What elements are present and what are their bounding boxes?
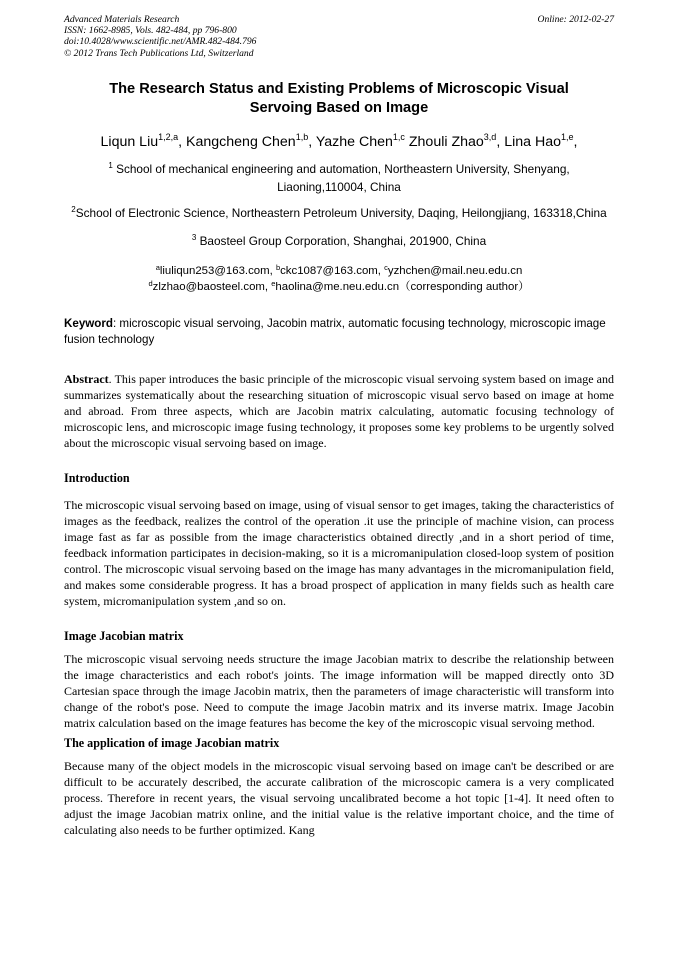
introduction-paragraph: The microscopic visual servoing based on image, using of visual sensor to get images, taking the characteristics of images as the feedback, realizes the control of the operation .it use the principle of machine vision, can process image fast as far as possible from the image characteristics obtained directly ,and in a short period of time, feedback information participates in decision-making, so it is a micromanipulation closed-loop system of position control. The microscopic visual servoing based on the image has many advantages in the micromanipulation field, and makes some considerable progress. It has a broad prospect of application in many fields such as health care system, micromanipulation system ,and so on. <box>64 497 614 608</box>
issn-line: ISSN: 1662-8985, Vols. 482-484, pp 796-800 <box>64 25 237 37</box>
author-list <box>64 133 614 151</box>
journal-name: Advanced Materials Research <box>64 14 180 25</box>
email-line-1: $^a$liuliqun253@163.com, $^b$ckc1087@163.com, $^c$yzhchen@mail.neu.edu.cn <box>155 262 523 277</box>
abstract-label: Abstract <box>64 371 109 386</box>
email-line-2: $^d$zlzhao@baosteel.com, $^e$haolina@me.neu.edu.cn（corresponding author） <box>148 278 530 293</box>
author-name: Yazhe Chen <box>315 133 393 150</box>
affiliation-number: 3 <box>191 232 197 242</box>
affiliation-3 <box>64 232 614 250</box>
author-separator: , <box>573 133 578 150</box>
author-sup: 1,b <box>295 131 309 142</box>
jacobian-paragraph: The microscopic visual servoing needs structure the image Jacobian matrix to describe the relationship between the image characteristics and each robot's joints. The image information will be mapped directly onto 3D Cartesian space through the image Jacobin matrix, then the parameters of image characteristic will transform into change of the robot's pose. Need to compute the image Jacobin matrix and its inverse matrix. Image Jacobin matrix calculation based on the image features has become the key of the microscopic visual servoing method. <box>64 651 614 730</box>
author-separator: , <box>308 133 316 150</box>
affiliation-text: Baosteel Group Corporation, Shanghai, 201900, China <box>199 233 487 248</box>
author-sup: 1,e <box>561 131 574 142</box>
author-name: Liqun Liu <box>100 133 159 150</box>
application-paragraph: Because many of the object models in the microscopic visual servoing based on image can't be described or are difficult to be accurately described, the accurate calibration of the microscopic camera is a very complicated process. Therefore in recent years, the visual servoing uncalibrated become a hot topic [1-4]. It need often to adjust the image Jacobian matrix online, and the initial value is the relative important choice, and the time of calculating also needs to be further optimized. Kang <box>64 758 614 837</box>
author-separator: , <box>178 133 187 150</box>
author-sup: 1,c <box>392 131 405 142</box>
corresponding-author-note: （corresponding author） <box>399 280 530 293</box>
copyright-line: © 2012 Trans Tech Publications Ltd, Switzerland <box>64 47 254 59</box>
email-b[interactable]: ckc1087@163.com, <box>280 264 381 277</box>
email-d[interactable]: zlzhao@baosteel.com, <box>152 280 269 293</box>
email-block <box>64 263 614 295</box>
author-name: Zhouli Zhao <box>408 133 484 150</box>
journal-header <box>64 14 614 59</box>
abstract-section <box>64 371 614 451</box>
jacobian-heading: Image Jacobian matrix <box>64 628 184 643</box>
paper-title: The Research Status and Existing Problems of Microscopic Visual Servoing Based on Image <box>109 80 569 116</box>
author-name: Lina Hao <box>504 133 561 150</box>
affiliation-2 <box>64 204 614 222</box>
email-a[interactable]: liuliqun253@163.com, <box>159 264 273 277</box>
affiliation-text: School of mechanical engineering and automation, Northeastern University, Shenyang, Liaoning,110004, China <box>116 161 570 194</box>
online-date: Online: 2012-02-27 <box>537 14 614 25</box>
paper-page <box>64 14 614 838</box>
author-sup: 1,2,a <box>158 131 179 142</box>
email-e[interactable]: haolina@me.neu.edu.cn <box>275 280 400 293</box>
affiliation-number: 2 <box>71 204 76 214</box>
abstract-text: . This paper introduces the basic principle of the microscopic visual servoing system based on image and summarizes systematically about the researching situation of microscopic visual servo based on image at home and abroad. From three aspects, which are Jacobin matrix calculating, automatic focusing technology of microscopic lens, and microscopic image fusing technology, it proposes some key problems to be urgently solved about the microscopic visual servoing based on image. <box>64 371 614 450</box>
affiliation-text: School of Electronic Science, Northeastern Petroleum University, Daqing, Heilongjiang, 163318,China <box>75 205 607 220</box>
introduction-heading: Introduction <box>64 470 130 485</box>
keyword-label: Keyword <box>64 316 113 330</box>
author-sup: 3,d <box>483 131 497 142</box>
author-name: Kangcheng Chen <box>186 133 296 150</box>
application-heading: The application of image Jacobian matrix <box>64 735 280 750</box>
email-c[interactable]: yzhchen@mail.neu.edu.cn <box>387 264 523 277</box>
keyword-section <box>64 316 614 348</box>
affiliation-number: 1 <box>108 160 113 170</box>
author-separator: , <box>496 133 505 150</box>
keyword-text: : microscopic visual servoing, Jacobin matrix, automatic focusing technology, microscopic image fusion technology <box>64 316 606 346</box>
doi-line[interactable]: doi:10.4028/www.scientific.net/AMR.482-484.796 <box>64 36 257 48</box>
affiliation-1 <box>64 160 614 196</box>
